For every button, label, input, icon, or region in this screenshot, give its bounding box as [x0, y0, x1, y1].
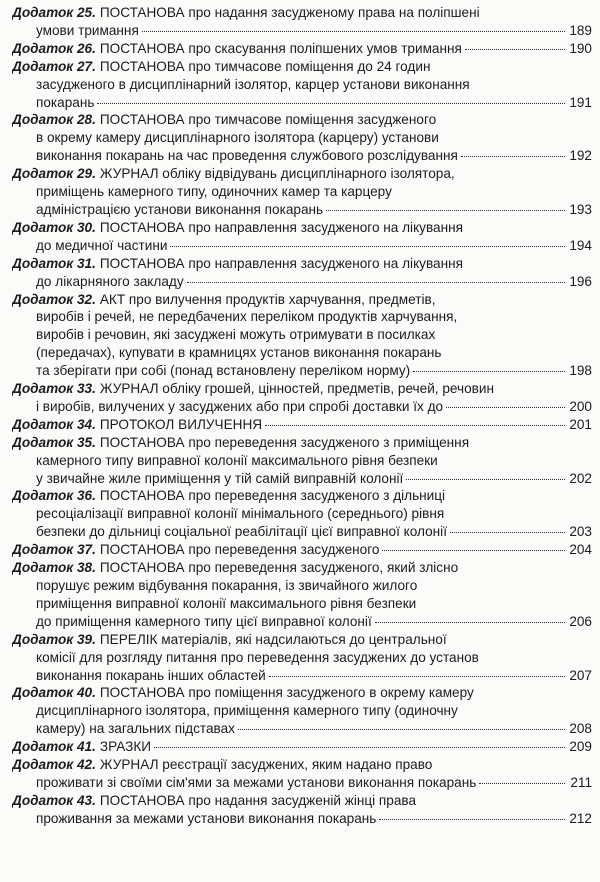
appendix-label: Додаток 26.: [12, 40, 96, 56]
page-number: 192: [569, 148, 592, 164]
toc-entry[interactable]: [12, 111, 592, 165]
page-number: 212: [569, 810, 592, 826]
toc-entry-line: [12, 58, 592, 76]
page-number: 194: [569, 237, 592, 253]
entry-title-text: умови тримання: [36, 22, 139, 38]
dot-leader: [265, 425, 565, 426]
entry-title-text: безпеки до дільниці соціальної реабілітації цієї виправної колонії: [36, 524, 447, 540]
entry-title-text: ЖУРНАЛ обліку грошей, цінностей, предметів, речей, речовин: [99, 381, 494, 397]
toc-entry-line: [12, 22, 592, 40]
toc-entry-line: [12, 326, 592, 344]
entry-title-text: до приміщення камерного типу цієї виправної колонії: [36, 613, 372, 629]
dot-leader: [187, 282, 565, 283]
appendix-label: Додаток 29.: [12, 166, 96, 182]
toc-entry-line: [12, 470, 592, 488]
dot-leader: [170, 246, 565, 247]
entry-title-text: ЖУРНАЛ обліку відвідувань дисциплінарного ізолятора,: [99, 166, 455, 182]
dot-leader: [154, 747, 565, 748]
entry-title-text: виконання покарань на час проведення службового розслідування: [36, 148, 458, 164]
entry-title-text: комісії для розгляду питання про переведення засуджених до установ: [36, 649, 479, 665]
page-number: 198: [569, 363, 592, 379]
page-number: 200: [569, 398, 592, 414]
dot-leader: [97, 103, 565, 104]
dot-leader: [238, 729, 565, 730]
entry-title-text: ПОСТАНОВА про переведення засудженого з приміщення: [99, 434, 470, 450]
toc-entry-line: [12, 523, 592, 541]
appendix-label: Додаток 43.: [12, 792, 96, 808]
toc-entry-line: [12, 684, 592, 702]
toc-entry[interactable]: [12, 380, 592, 416]
toc-entry-line: [12, 40, 592, 58]
appendix-label: Додаток 42.: [12, 757, 96, 773]
appendix-label: Додаток 39.: [12, 631, 96, 647]
toc-entry-line: [12, 201, 592, 219]
toc-entry[interactable]: [12, 541, 592, 559]
appendix-label: Додаток 25.: [12, 5, 96, 20]
page-number: 189: [569, 22, 592, 38]
toc-entry[interactable]: [12, 738, 592, 756]
toc-entry[interactable]: [12, 487, 592, 541]
entry-title-text: приміщень камерного типу, одиночних камер та карцеру: [36, 184, 392, 200]
toc-entry-line: [12, 183, 592, 201]
toc-entry-line: [12, 434, 592, 452]
toc-entry-line: [12, 649, 592, 667]
appendix-label: Додаток 35.: [12, 434, 96, 450]
toc-entry-line: [12, 595, 592, 613]
toc-entry-line: [12, 452, 592, 470]
appendix-label: Додаток 30.: [12, 219, 96, 235]
toc-entry-line: [12, 94, 592, 112]
page-number: 207: [569, 667, 592, 683]
dot-leader: [465, 49, 565, 50]
toc-entry-line: [12, 255, 592, 273]
dot-leader: [142, 31, 565, 32]
entry-title-text: камеру) на загальних підставах: [36, 721, 235, 737]
entry-title-text: дисциплінарного ізолятора, приміщення камерного типу (одиночну: [36, 703, 458, 719]
toc-entry[interactable]: [12, 559, 592, 631]
entry-title-text: ПОСТАНОВА про направлення засудженого на лікування: [99, 255, 463, 271]
dot-leader: [379, 819, 565, 820]
entry-title-text: ПОСТАНОВА про надання засудженій жінці права: [99, 792, 417, 808]
entry-title-text: приміщення виправної колонії максимального рівня безпеки: [36, 595, 417, 611]
toc-entry[interactable]: [12, 255, 592, 291]
toc-entry[interactable]: [12, 58, 592, 112]
entry-title-text: ПОСТАНОВА про тимчасове поміщення засудженого: [99, 112, 437, 128]
appendix-label: Додаток 28.: [12, 112, 96, 128]
entry-title-text: виробів і речовин, які засуджені можуть отримувати в посилках: [36, 327, 436, 343]
entry-title-text: виконання покарань інших областей: [36, 667, 266, 683]
toc-entry-line: [12, 631, 592, 649]
toc-entry-line: [12, 111, 592, 129]
entry-title-text: камерного типу виправної колонії максимального рівня безпеки: [36, 452, 438, 468]
entry-title-text: АКТ про вилучення продуктів харчування, предметів,: [99, 291, 436, 307]
page-number: 193: [569, 201, 592, 217]
toc-entry-line: [12, 237, 592, 255]
toc-entry[interactable]: [12, 416, 592, 434]
toc-entry[interactable]: [12, 291, 592, 381]
appendix-label: Додаток 33.: [12, 381, 96, 397]
dot-leader: [406, 479, 565, 480]
toc-entry[interactable]: [12, 165, 592, 219]
entry-title-text: у звичайне жиле приміщення у тій самій виправній колонії: [36, 470, 404, 486]
toc-entry-line: [12, 756, 592, 774]
toc-entry-line: [12, 416, 592, 434]
entry-title-text: до лікарняного закладу: [36, 273, 184, 289]
dot-leader: [375, 622, 565, 623]
page-number: 208: [569, 721, 592, 737]
entry-title-text: адміністрацією установи виконання покарань: [36, 201, 324, 217]
page-number: 191: [569, 94, 592, 110]
toc-entry-line: [12, 147, 592, 165]
dot-leader: [269, 676, 565, 677]
entry-title-text: ПОСТАНОВА про переведення засудженого, який злісно: [99, 560, 459, 576]
dot-leader: [326, 210, 565, 211]
entry-title-text: ПОСТАНОВА про скасування поліпшених умов тримання: [99, 40, 462, 56]
toc-entry[interactable]: [12, 631, 592, 685]
page-number: 196: [569, 273, 592, 289]
appendix-label: Додаток 38.: [12, 560, 96, 576]
entry-title-text: виробів і речей, не передбачених переліком продуктів харчування,: [36, 309, 458, 325]
entry-title-text: в окрему камеру дисциплінарного ізолятора (карцеру) установи: [36, 130, 439, 146]
toc-entry-line: [12, 792, 592, 810]
appendix-label: Додаток 41.: [12, 739, 96, 755]
toc-entry[interactable]: [12, 40, 592, 58]
toc-entry-line: [12, 165, 592, 183]
toc-entry-line: [12, 344, 592, 362]
toc-entry-line: [12, 219, 592, 237]
entry-title-text: ПОСТАНОВА про поміщення засудженого в окрему камеру: [99, 685, 474, 701]
toc-entry-line: [12, 720, 592, 738]
entry-title-text: проживати зі своїми сім'ями за межами установи виконання покарань: [36, 774, 477, 790]
entry-title-text: та зберігати при собі (понад встановлену переліком норму): [36, 363, 411, 379]
toc-entry-line: [12, 738, 592, 756]
toc-entry-line: [12, 667, 592, 685]
toc-entry[interactable]: [12, 219, 592, 255]
toc-entry-line: [12, 613, 592, 631]
appendix-label: Додаток 34.: [12, 416, 96, 432]
page-number: 211: [570, 774, 592, 790]
page-number: 209: [569, 739, 592, 755]
page-number: 202: [569, 470, 592, 486]
toc-entry-line: [12, 362, 592, 380]
entry-title-text: порушує режим відбування покарання, із звичайного жилого: [36, 578, 418, 593]
toc-entry-line: [12, 541, 592, 559]
entry-title-text: ПОСТАНОВА про переведення засудженого: [99, 542, 380, 558]
toc-entry-line: [12, 380, 592, 398]
entry-title-text: ПЕРЕЛІК матеріалів, які надсилаються до центральної: [99, 631, 447, 647]
dot-leader: [382, 550, 565, 551]
entry-title-text: ПРОТОКОЛ ВИЛУЧЕННЯ: [99, 416, 263, 432]
entry-title-text: ресоціалізації виправної колонії мінімального (середнього) рівня: [36, 506, 445, 522]
appendix-label: Додаток 36.: [12, 488, 96, 504]
toc-entry-line: [12, 559, 592, 577]
page-number: 204: [569, 542, 592, 558]
dot-leader: [446, 407, 565, 408]
appendix-label: Додаток 32.: [12, 291, 96, 307]
entry-title-text: і виробів, вилучених у засуджених або при спробі доставки їх до: [36, 398, 444, 414]
entry-title-text: ЖУРНАЛ реєстрації засуджених, яким надано право: [99, 757, 433, 773]
dot-leader: [450, 532, 565, 533]
dot-leader: [479, 783, 565, 784]
toc-entry-line: [12, 702, 592, 720]
toc-entry-line: [12, 76, 592, 94]
entry-title-text: покарань: [36, 94, 95, 110]
appendix-label: Додаток 31.: [12, 255, 96, 271]
entry-title-text: ПОСТАНОВА про переведення засудженого з дільниці: [99, 488, 446, 504]
toc-entry[interactable]: [12, 756, 592, 792]
page-number: 201: [569, 416, 592, 432]
toc-entry-line: [12, 4, 592, 22]
entry-title-text: ПОСТАНОВА про тимчасове поміщення до 24 годин: [99, 58, 431, 74]
toc-entry[interactable]: [12, 792, 592, 828]
toc-entry-line: [12, 810, 592, 828]
entry-title-text: до медичної частини: [36, 237, 168, 253]
toc-entry-line: [12, 129, 592, 147]
page-number: 206: [569, 613, 592, 629]
toc-entry[interactable]: [12, 434, 592, 488]
dot-leader: [461, 156, 565, 157]
dot-leader: [413, 371, 565, 372]
toc-entry-line: [12, 273, 592, 291]
appendix-label: Додаток 40.: [12, 685, 96, 701]
toc-entry-line: [12, 487, 592, 505]
page-number: 190: [569, 40, 592, 56]
toc-entry-line: [12, 291, 592, 309]
entry-title-text: ПОСТАНОВА про надання засудженому права на поліпшені: [99, 5, 480, 20]
entry-title-text: ПОСТАНОВА про направлення засудженого на лікування: [99, 219, 463, 235]
toc-entry-line: [12, 505, 592, 523]
toc-entry[interactable]: [12, 4, 592, 40]
toc-entry[interactable]: [12, 684, 592, 738]
toc-entry-line: [12, 774, 592, 792]
entry-title-text: (передачах), купувати в крамницях установ виконання покарань: [36, 345, 442, 361]
toc-entry-line: [12, 577, 592, 595]
entry-title-text: засудженого в дисциплінарний ізолятор, карцер установи виконання: [36, 76, 470, 92]
toc-entry-line: [12, 308, 592, 326]
page-number: 203: [569, 524, 592, 540]
entry-title-text: проживання за межами установи виконання покарань: [36, 810, 377, 826]
appendix-label: Додаток 37.: [12, 542, 96, 558]
entry-title-text: ЗРАЗКИ: [99, 739, 152, 755]
appendix-label: Додаток 27.: [12, 58, 96, 74]
toc-entry-line: [12, 398, 592, 416]
